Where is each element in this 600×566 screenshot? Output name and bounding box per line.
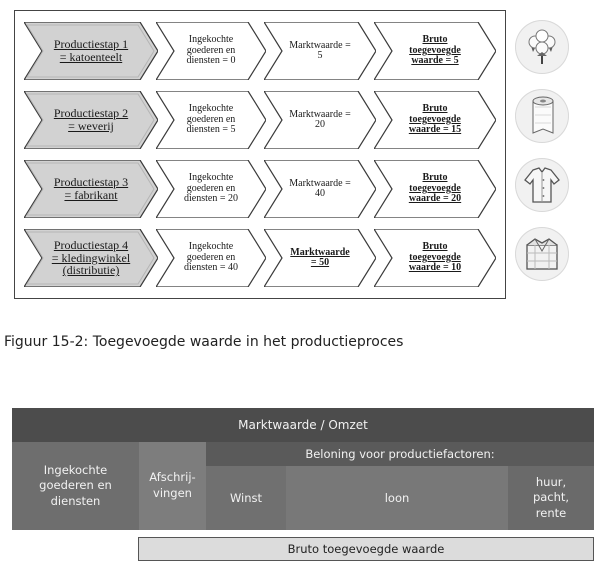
marktwaarde-text: 5 [317, 50, 323, 61]
stage-text: = katoenteelt [59, 50, 123, 64]
ingekochte-chevron [156, 229, 266, 287]
bruto-text: waarde = 20 [408, 193, 462, 205]
ingekochte-text: diensten = 20 [184, 193, 238, 205]
bruto-text: Bruto [422, 172, 448, 184]
bruto-chevron [374, 229, 496, 287]
huur-line: pacht, [532, 490, 570, 505]
marktwaarde-text: 40 [315, 188, 325, 199]
ingekochte-text: Ingekochte [188, 241, 234, 253]
ingekochte-text: goederen en [186, 182, 236, 194]
bruto-toegevoegde-waarde-bar: Bruto toegevoegde waarde [138, 537, 594, 561]
cotton-plant-icon [515, 20, 569, 74]
stage-chevron [24, 229, 158, 287]
marktwaarde-text: Marktwaarde = [289, 39, 351, 51]
ingekochte-text: diensten = 5 [186, 124, 236, 136]
stage-text: Productiestap 2 [53, 106, 129, 121]
marktwaarde-text: Marktwaarde = [289, 108, 351, 120]
bruto-chevron [374, 91, 496, 149]
huur-line: huur, [535, 474, 567, 489]
stage-chevron [24, 160, 158, 218]
ingekochte-chevron [156, 22, 266, 80]
ingekochte-text: diensten = 0 [186, 55, 236, 67]
afschrijvingen-line: vingen [153, 486, 192, 500]
figure-caption: Figuur 15-2: Toegevoegde waarde in het productieproces [4, 334, 404, 350]
afschrijvingen-cell [139, 442, 206, 530]
marktwaarde-chevron [264, 91, 376, 149]
huur-pacht-rente-cell [508, 466, 594, 530]
ingekochte-line: Ingekochte [43, 462, 108, 477]
bruto-text: toegevoegde [409, 251, 461, 263]
ingekochte-text: Ingekochte [188, 103, 234, 115]
marktwaarde-text: 20 [315, 119, 325, 130]
stage-text: (distributie) [62, 263, 120, 278]
marktwaarde-chevron [264, 229, 376, 287]
ingekochte-text: diensten = 40 [184, 262, 238, 274]
marktwaarde-text: Marktwaarde = [289, 177, 351, 189]
winst-cell: Winst [206, 466, 286, 530]
stage-chevron [24, 22, 158, 80]
marktwaarde-chevron [264, 22, 376, 80]
ingekochte-text: goederen en [186, 44, 236, 56]
stage-text: Productiestap 1 [53, 37, 129, 52]
bruto-text: Bruto [422, 103, 448, 115]
ingekochte-chevron [156, 91, 266, 149]
ingekochte-text: goederen en [186, 113, 236, 125]
marktwaarde-text: = 50 [310, 257, 330, 268]
huur-line: rente [535, 505, 567, 520]
ingekochte-cell [12, 442, 139, 530]
bruto-chevron [374, 22, 496, 80]
beloning-bar: Beloning voor productiefactoren: [206, 442, 594, 466]
stage-text: = fabrikant [64, 188, 118, 202]
bruto-text: toegevoegde [409, 44, 461, 56]
bruto-text: waarde = 10 [408, 262, 462, 274]
bruto-text: Bruto [422, 241, 448, 253]
ingekochte-line: diensten [50, 493, 101, 508]
value-breakdown-diagram [12, 408, 594, 534]
stage-text: Productiestap 3 [53, 175, 129, 190]
stage-text: Productiestap 4 [53, 238, 129, 253]
stage-text: = kledingwinkel [51, 250, 131, 265]
stage-chevron [24, 91, 158, 149]
stage-text: = weverij [68, 119, 114, 133]
ingekochte-text: Ingekochte [188, 34, 234, 46]
fabric-roll-icon [515, 89, 569, 143]
bruto-text: toegevoegde [409, 113, 461, 125]
bruto-text: waarde = 5 [411, 55, 459, 67]
ingekochte-chevron [156, 160, 266, 218]
loon-cell: loon [286, 466, 508, 530]
ingekochte-text: Ingekochte [188, 172, 234, 184]
bruto-text: Bruto [422, 34, 448, 46]
afschrijvingen-line: Afschrij- [149, 470, 196, 485]
marktwaarde-chevron [264, 160, 376, 218]
ingekochte-text: goederen en [186, 251, 236, 263]
marktwaarde-text: Marktwaarde [290, 246, 350, 258]
bruto-text: toegevoegde [409, 182, 461, 194]
folded-shirt-icon [515, 227, 569, 281]
marktwaarde-bar: Marktwaarde / Omzet [12, 408, 594, 442]
bruto-chevron [374, 160, 496, 218]
shirt-icon [515, 158, 569, 212]
ingekochte-line: goederen en [39, 478, 112, 493]
bruto-text: waarde = 15 [408, 124, 462, 136]
